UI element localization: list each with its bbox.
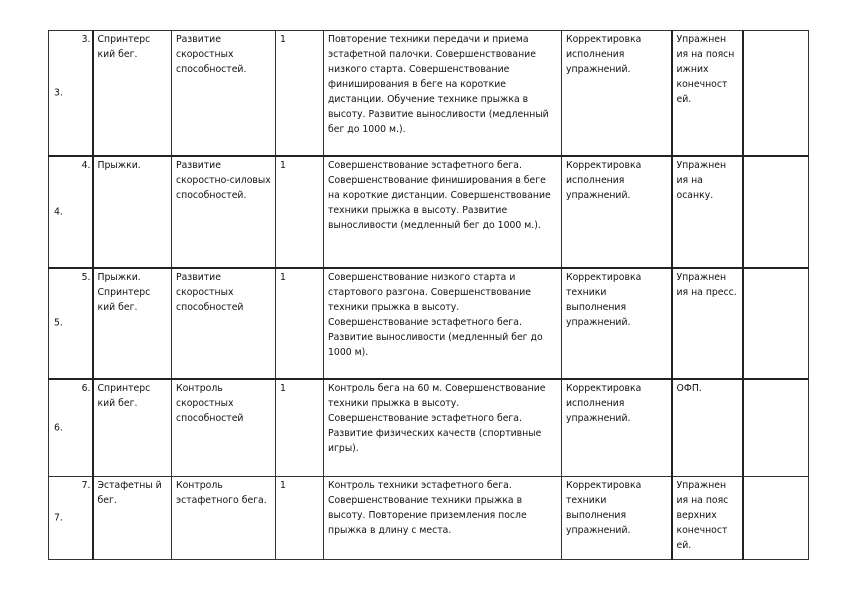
lesson-content: Контроль техники эстафетного бега. Совершенствование техники прыжка в высоту. Повторение приземления после прыжка в длину с места. <box>324 477 562 560</box>
lesson-control: Корректировка исполнения упражнений. <box>562 379 672 477</box>
lesson-homework: Упражнен ия на пояс верхних конечност ей. <box>672 477 743 560</box>
lesson-plan-table <box>48 30 809 560</box>
lesson-number: 7. <box>54 512 63 524</box>
lesson-topic: Спринтерс кий бег. <box>93 379 172 477</box>
lesson-control: Корректировка техники выполнения упражнений. <box>562 477 672 560</box>
lesson-content: Контроль бега на 60 м. Совершенствование техники прыжка в высоту. Совершенствование эстафетного бега. Развитие физических качеств (спортивные игры). <box>324 379 562 477</box>
lesson-number-cell <box>49 477 93 560</box>
lesson-goal: Развитие скоростных способностей. <box>172 31 276 156</box>
lesson-note <box>743 379 809 477</box>
lesson-number-top: 5. <box>81 271 91 283</box>
table-row <box>49 31 809 156</box>
lesson-note <box>743 31 809 156</box>
lesson-number-top: 6. <box>81 382 91 394</box>
lesson-content: Совершенствование низкого старта и стартового разгона. Совершенствование техники прыжка в высоту. Совершенствование эстафетного бега. Развитие выносливости (медленный бег до 1000 м). <box>324 268 562 379</box>
table-row <box>49 156 809 268</box>
lesson-note <box>743 268 809 379</box>
lesson-number: 4. <box>54 206 63 217</box>
lesson-number-top: 3. <box>81 34 91 45</box>
lesson-topic: Прыжки. Спринтерс кий бег. <box>93 268 172 379</box>
lesson-number: 6. <box>54 422 63 434</box>
lesson-hours: 1 <box>276 477 324 560</box>
lesson-hours: 1 <box>276 156 324 268</box>
lesson-hours: 1 <box>276 379 324 477</box>
lesson-hours: 1 <box>276 31 324 156</box>
table-row <box>49 268 809 379</box>
lesson-goal: Контроль эстафетного бега. <box>172 477 276 560</box>
lesson-control: Корректировка исполнения упражнений. <box>562 156 672 268</box>
lesson-control: Корректировка исполнения упражнений. <box>562 31 672 156</box>
lesson-homework: Упражнен ия на пресс. <box>672 268 743 379</box>
lesson-homework: Упражнен ия на поясн ижних конечност ей. <box>672 31 743 156</box>
lesson-number-cell <box>49 379 93 477</box>
lesson-content: Повторение техники передачи и приема эстафетной палочки. Совершенствование низкого старта. Совершенствование финиширования в беге на короткие дистанции. Обучение технике прыжка в высоту. Развитие выносливости (медленный бег до 1000 м.). <box>324 31 562 156</box>
lesson-goal: Контроль скоростных способностей <box>172 379 276 477</box>
lesson-topic: Прыжки. <box>93 156 172 268</box>
lesson-goal: Развитие скоростных способностей <box>172 268 276 379</box>
lesson-content: Совершенствование эстафетного бега. Совершенствование финиширования в беге на короткие дистанции. Совершенствование техники прыжка в высоту. Развитие выносливости (медленный бег до 1000 м.). <box>324 156 562 268</box>
lesson-note <box>743 156 809 268</box>
lesson-number: 3. <box>54 87 63 99</box>
lesson-number-cell <box>49 156 93 268</box>
lesson-number-top: 7. <box>81 480 91 491</box>
lesson-hours: 1 <box>276 268 324 379</box>
lesson-number-cell <box>49 31 93 156</box>
lesson-homework: Упражнен ия на осанку. <box>672 156 743 268</box>
lesson-goal: Развитие скоростно-силовых способностей. <box>172 156 276 268</box>
lesson-control: Корректировка техники выполнения упражнений. <box>562 268 672 379</box>
lesson-number: 5. <box>54 317 63 329</box>
lesson-number-top: 4. <box>81 159 91 171</box>
table-row <box>49 477 809 560</box>
lesson-homework: ОФП. <box>672 379 743 477</box>
lesson-topic: Эстафетны й бег. <box>93 477 172 560</box>
lesson-number-cell <box>49 268 93 379</box>
lesson-note <box>743 477 809 560</box>
table-row <box>49 379 809 477</box>
lesson-topic: Спринтерс кий бег. <box>93 31 172 156</box>
